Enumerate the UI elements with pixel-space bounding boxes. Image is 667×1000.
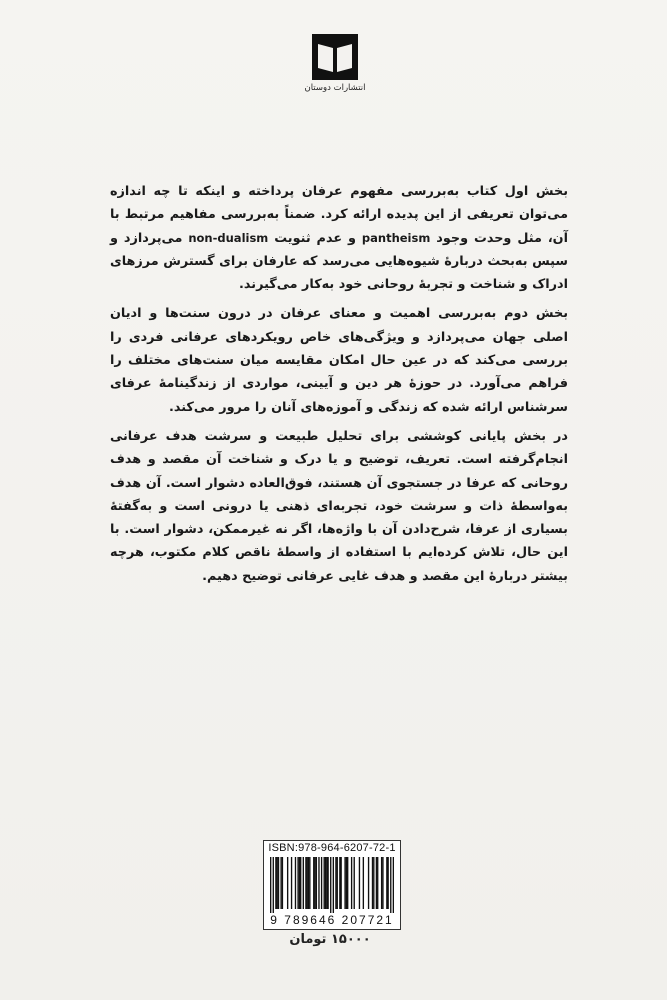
barcode-bar [321,857,322,909]
barcode-bar [381,857,382,909]
barcode-digits: 9 789646 207721 [270,913,394,927]
barcode-bar [297,857,298,909]
barcode-bar [393,857,394,913]
paragraph-text: می‌پردازد و سپس به‌بحث دربارهٔ شیوه‌هایی می‌رسد که عارفان برای گسترش مرزهای ادراک و شناخت و تجربهٔ روحانی خود به‌کار می‌گیرند. [110,230,568,293]
english-term: non-dualism [188,230,269,245]
barcode-bar [307,857,308,909]
barcode-bar [318,857,319,909]
barcode-bar [314,857,315,909]
publisher-logo-icon [312,34,358,80]
barcode-bar [337,857,338,909]
barcode-bar [390,857,391,913]
barcode-bar [354,857,355,909]
barcode-bar [278,857,279,909]
barcode-bar [273,857,274,913]
barcode-bar [368,857,369,909]
barcode-bar [327,857,328,909]
body-paragraph [110,180,568,296]
barcode-bar [324,857,325,909]
barcode-bar [300,857,301,909]
barcode-bar [344,857,345,909]
barcode-bar [377,857,378,909]
barcode-bar [359,857,360,909]
barcode-bar [325,857,326,909]
barcode-bar [291,857,292,909]
barcode-bar [382,857,383,909]
barcode-bar [330,857,331,913]
barcode-bar [387,857,388,909]
body-paragraph [110,302,568,418]
barcode-bar [346,857,347,909]
barcode-bar [270,857,271,913]
barcode-bar [376,857,377,909]
barcode-bar [372,857,373,909]
barcode-bar [303,857,304,909]
body-paragraph [110,425,568,588]
barcode-bar [333,857,334,913]
publisher-name: انتشارات دوستان [304,83,366,93]
english-term: pantheism [361,230,431,245]
barcode-bar [373,857,374,909]
barcode-bar [386,857,387,909]
barcode-bar [347,857,348,909]
barcode-bar [363,857,364,909]
barcode-bar [305,857,306,909]
paragraph-text: بخش اول کتاب به‌بررسی مفهوم عرفان پرداخته و اینکه تا چه اندازه می‌توان تعریفی از این پدیده ارائه کرد. ضمناً به‌بررسی مفاهیم مرتبط با آن، مثل وحدت وجود [110,184,568,246]
barcode-bar [280,857,281,909]
barcode-bar [340,857,341,909]
barcode-bar [275,857,276,909]
barcode-box [263,840,401,930]
paragraph-text: و عدم ثنویت [268,230,362,246]
cover-text [110,180,568,594]
publisher-logo [303,34,367,98]
paragraph-text: بخش دوم به‌بررسی اهمیت و معنای عرفان در درون سنت‌ها و ادیان اصلی جهان می‌پردازد و ویژگی‌های خاص رویکردهای عرفانی فردی را بررسی می‌کند که در عین حال امکان مقایسه میان سنت‌های مختلف را فراهم می‌آورد. در حوزهٔ هر دین و آیینی، مواردی از زندگینامهٔ عرفای سرشناس ارائه شده که زندگی و آموزه‌های آنان را مرور می‌کند. [110,306,568,415]
barcode-bar [339,857,340,909]
price-label: ۱۵۰۰۰ تومان [289,932,371,947]
barcode-bar [295,857,296,909]
barcode-bar [335,857,336,909]
barcode-bar [316,857,317,909]
barcode-bar [351,857,352,909]
barcode-bar [326,857,327,909]
barcode-bar [277,857,278,909]
barcode-bar [282,857,283,909]
isbn-label: ISBN:978-964-6207-72-1 [268,842,396,854]
barcode-bar [287,857,288,909]
barcode-bar [308,857,309,909]
barcode-bar [309,857,310,909]
barcode [270,857,394,913]
paragraph-text: در بخش پایانی کوششی برای تحلیل طبیعت و سرشت هدف عرفانی انجام‌گرفته است. تعریف، توضیح و یا درک و شناخت آن مقصد و هدف روحانی که عرفا در جستجوی آن هستند، فوق‌العاده دشوار است. آن هدف به‌واسطهٔ ذات و سرشت خود، تجربه‌ای ذهنی یا درونی است و به‌گفتهٔ بسیاری از عرفا، شرح‌دادن آن با واژه‌ها، اگر نه غیرممکن، دشوار است. با این حال، تلاش کرده‌ایم با استفاده از واسطهٔ ناقص کلام مکتوب، هرچه بیشتر دربارهٔ این مقصد و هدف غایی عرفانی توضیح دهیم. [110,428,568,584]
barcode-bar [313,857,314,909]
barcode-bar [299,857,300,909]
